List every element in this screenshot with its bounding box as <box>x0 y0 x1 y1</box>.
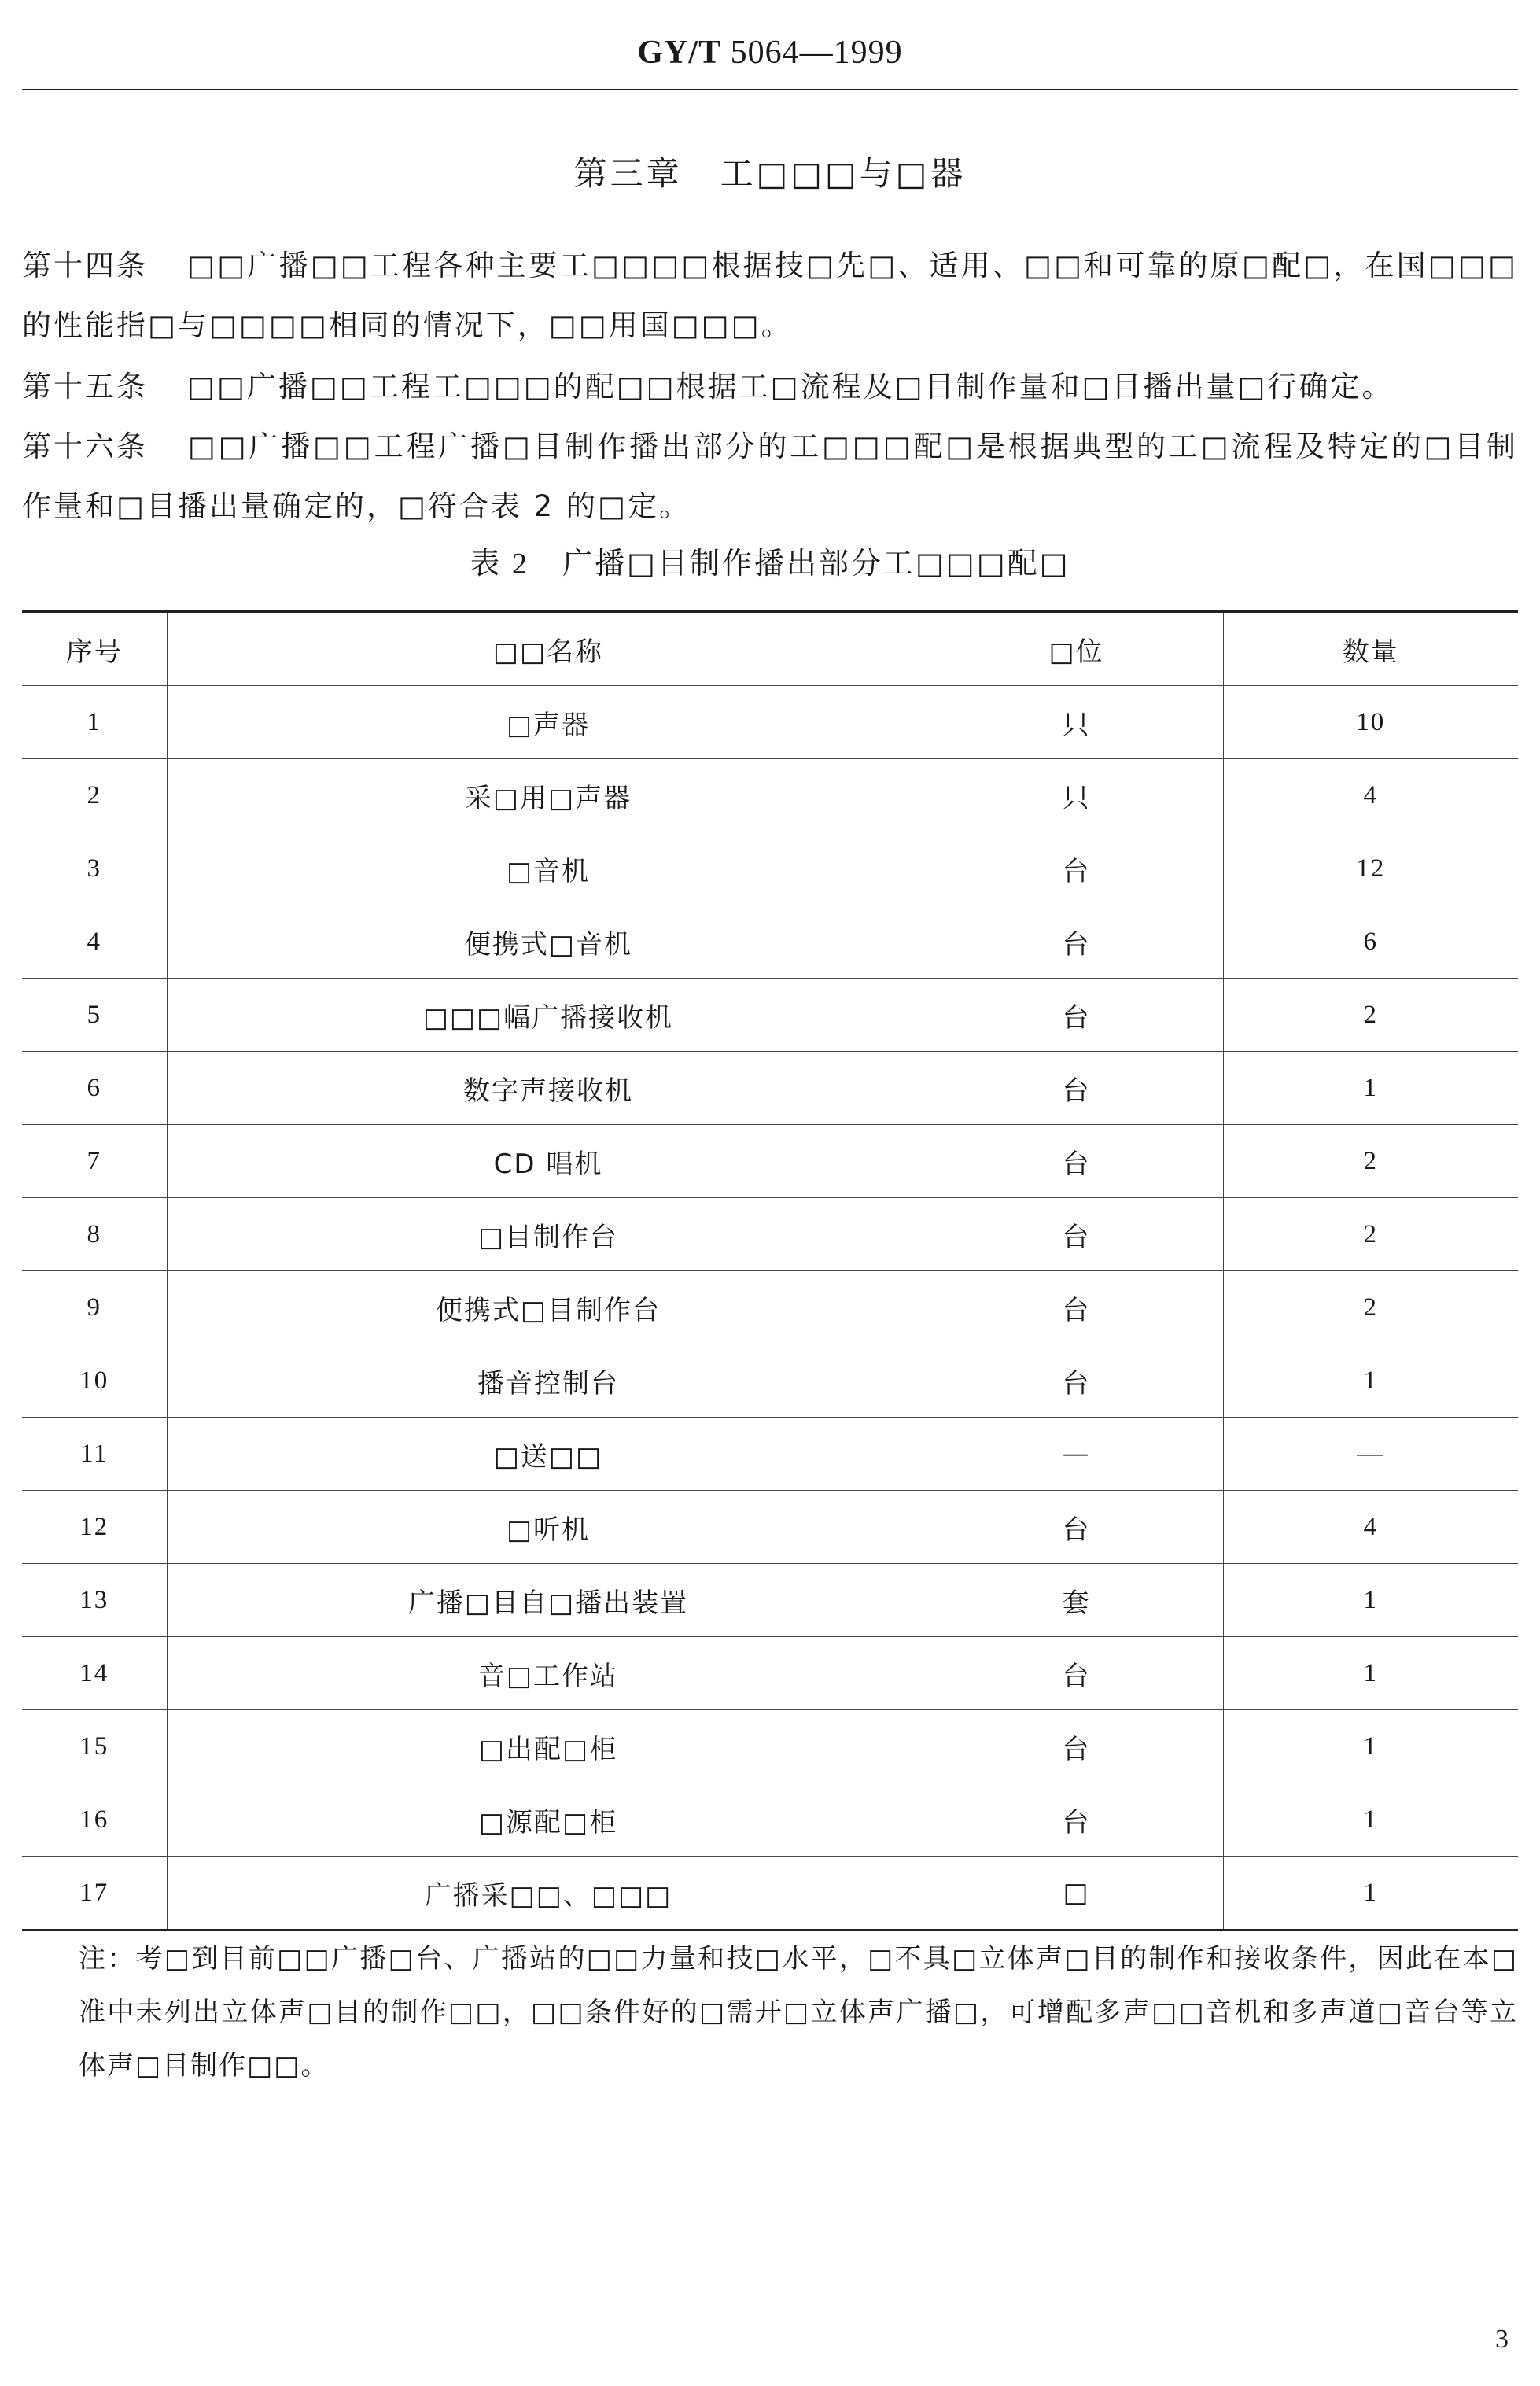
cell-qty: 1 <box>1223 1710 1518 1783</box>
cell-unit: 台 <box>930 1637 1223 1710</box>
table-row <box>22 905 1518 979</box>
cell-unit: 台 <box>930 1271 1223 1344</box>
cell-qty: 10 <box>1223 686 1518 759</box>
cell-unit: 套 <box>930 1564 1223 1637</box>
table-caption-text: 广播□目制作播出部分工□□□配□ <box>562 546 1070 581</box>
article-16-label: 第十六条 <box>22 430 148 463</box>
cell-name: 便携式□目制作台 <box>167 1271 930 1344</box>
cell-seq: 2 <box>22 759 167 832</box>
chapter-title: 工□□□与□器 <box>720 154 967 193</box>
cell-qty: 2 <box>1223 979 1518 1052</box>
cell-seq: 9 <box>22 1271 167 1344</box>
page-number: 3 <box>1495 2325 1509 2354</box>
table-row <box>22 1198 1518 1271</box>
cell-seq: 14 <box>22 1637 167 1710</box>
standard-number: 5064—1999 <box>730 35 903 71</box>
cell-qty: 1 <box>1223 1052 1518 1125</box>
table-row <box>22 979 1518 1052</box>
cell-name: □源配□柜 <box>167 1783 930 1857</box>
table-row <box>22 1564 1518 1637</box>
cell-name: □□□幅广播接收机 <box>167 979 930 1052</box>
cell-unit: 台 <box>930 1710 1223 1783</box>
cell-seq: 7 <box>22 1125 167 1198</box>
cell-unit: 只 <box>930 686 1223 759</box>
header-unit: □位 <box>930 612 1223 686</box>
note-label: 注： <box>79 1943 136 1975</box>
cell-qty: 4 <box>1223 759 1518 832</box>
table-caption <box>0 543 1540 585</box>
cell-qty: — <box>1223 1418 1518 1491</box>
cell-name: □送□□ <box>167 1418 930 1491</box>
cell-unit: 台 <box>930 1198 1223 1271</box>
cell-unit: 台 <box>930 1344 1223 1418</box>
cell-name: 采□用□声器 <box>167 759 930 832</box>
cell-seq: 6 <box>22 1052 167 1125</box>
cell-unit: □ <box>930 1857 1223 1931</box>
table-row <box>22 686 1518 759</box>
cell-qty: 2 <box>1223 1198 1518 1271</box>
table-row <box>22 1052 1518 1125</box>
table-row <box>22 1710 1518 1783</box>
table-row <box>22 759 1518 832</box>
cell-unit: 台 <box>930 979 1223 1052</box>
table-note <box>79 1932 1518 2093</box>
table-row <box>22 1125 1518 1198</box>
article-15 <box>22 357 1518 417</box>
table-row <box>22 1857 1518 1931</box>
cell-name: □听机 <box>167 1491 930 1564</box>
table-row <box>22 832 1518 905</box>
cell-unit: 台 <box>930 832 1223 905</box>
cell-seq: 13 <box>22 1564 167 1637</box>
standard-code: GY/T <box>637 35 722 71</box>
cell-name: □音机 <box>167 832 930 905</box>
cell-name: 广播□目自□播出装置 <box>167 1564 930 1637</box>
cell-name: 音□工作站 <box>167 1637 930 1710</box>
article-14-text: □□广播□□工程各种主要工□□□□根据技□先□、适用、□□和可靠的原□配□，在国□□□的性能指□与□□□□相同的情况下，□□用国□□□。 <box>22 249 1518 342</box>
cell-name: 广播采□□、□□□ <box>167 1857 930 1931</box>
cell-unit: 台 <box>930 905 1223 979</box>
cell-seq: 11 <box>22 1418 167 1491</box>
page-header <box>22 31 1518 74</box>
table-row <box>22 1491 1518 1564</box>
table-row <box>22 1344 1518 1418</box>
table-header-row <box>22 612 1518 686</box>
cell-name: 便携式□音机 <box>167 905 930 979</box>
cell-unit: 台 <box>930 1783 1223 1857</box>
cell-qty: 1 <box>1223 1344 1518 1418</box>
cell-seq: 12 <box>22 1491 167 1564</box>
cell-seq: 1 <box>22 686 167 759</box>
cell-name: 数字声接收机 <box>167 1052 930 1125</box>
article-16 <box>22 417 1518 537</box>
cell-seq: 3 <box>22 832 167 905</box>
cell-seq: 4 <box>22 905 167 979</box>
cell-unit: 台 <box>930 1125 1223 1198</box>
table-caption-number: 表 2 <box>470 548 529 581</box>
equipment-table <box>22 610 1518 1931</box>
cell-qty: 4 <box>1223 1491 1518 1564</box>
article-15-text: □□广播□□工程工□□□的配□□根据工□流程及□目制作量和□目播出量□行确定。 <box>187 370 1394 404</box>
table-row <box>22 1418 1518 1491</box>
cell-seq: 10 <box>22 1344 167 1418</box>
cell-unit: 台 <box>930 1052 1223 1125</box>
cell-qty: 6 <box>1223 905 1518 979</box>
cell-name: CD 唱机 <box>167 1125 930 1198</box>
cell-seq: 15 <box>22 1710 167 1783</box>
table-row <box>22 1637 1518 1710</box>
cell-qty: 1 <box>1223 1783 1518 1857</box>
article-15-label: 第十五条 <box>22 370 148 404</box>
cell-unit: 只 <box>930 759 1223 832</box>
chapter-heading <box>0 152 1540 196</box>
article-16-text: □□广播□□工程广播□目制作播出部分的工□□□配□是根据典型的工□流程及特定的□目制作量和□目播出量确定的，□符合表 2 的□定。 <box>22 430 1518 523</box>
cell-qty: 1 <box>1223 1564 1518 1637</box>
table-row <box>22 1783 1518 1857</box>
header-qty: 数量 <box>1223 612 1518 686</box>
header-name: □□名称 <box>167 612 930 686</box>
note-text: 考□到目前□□广播□台、广播站的□□力量和技□水平，□不具□立体声□目的制作和接收条件，因此在本□准中未列出立体声□目的制作□□，□□条件好的□需开□立体声广播□，可增配多声□□音机和多声道□音台等立体声□目制作□□。 <box>79 1943 1518 2082</box>
cell-seq: 16 <box>22 1783 167 1857</box>
cell-seq: 8 <box>22 1198 167 1271</box>
cell-unit: 台 <box>930 1491 1223 1564</box>
cell-seq: 17 <box>22 1857 167 1931</box>
cell-name: □声器 <box>167 686 930 759</box>
cell-name: □目制作台 <box>167 1198 930 1271</box>
header-seq: 序号 <box>22 612 167 686</box>
cell-qty: 1 <box>1223 1857 1518 1931</box>
cell-qty: 2 <box>1223 1125 1518 1198</box>
cell-qty: 2 <box>1223 1271 1518 1344</box>
header-rule <box>22 89 1518 90</box>
cell-seq: 5 <box>22 979 167 1052</box>
cell-qty: 12 <box>1223 832 1518 905</box>
table-row <box>22 1271 1518 1344</box>
article-14 <box>22 236 1518 356</box>
article-14-label: 第十四条 <box>22 249 148 282</box>
cell-qty: 1 <box>1223 1637 1518 1710</box>
cell-unit: — <box>930 1418 1223 1491</box>
cell-name: 播音控制台 <box>167 1344 930 1418</box>
cell-name: □出配□柜 <box>167 1710 930 1783</box>
chapter-number: 第三章 <box>573 154 683 193</box>
